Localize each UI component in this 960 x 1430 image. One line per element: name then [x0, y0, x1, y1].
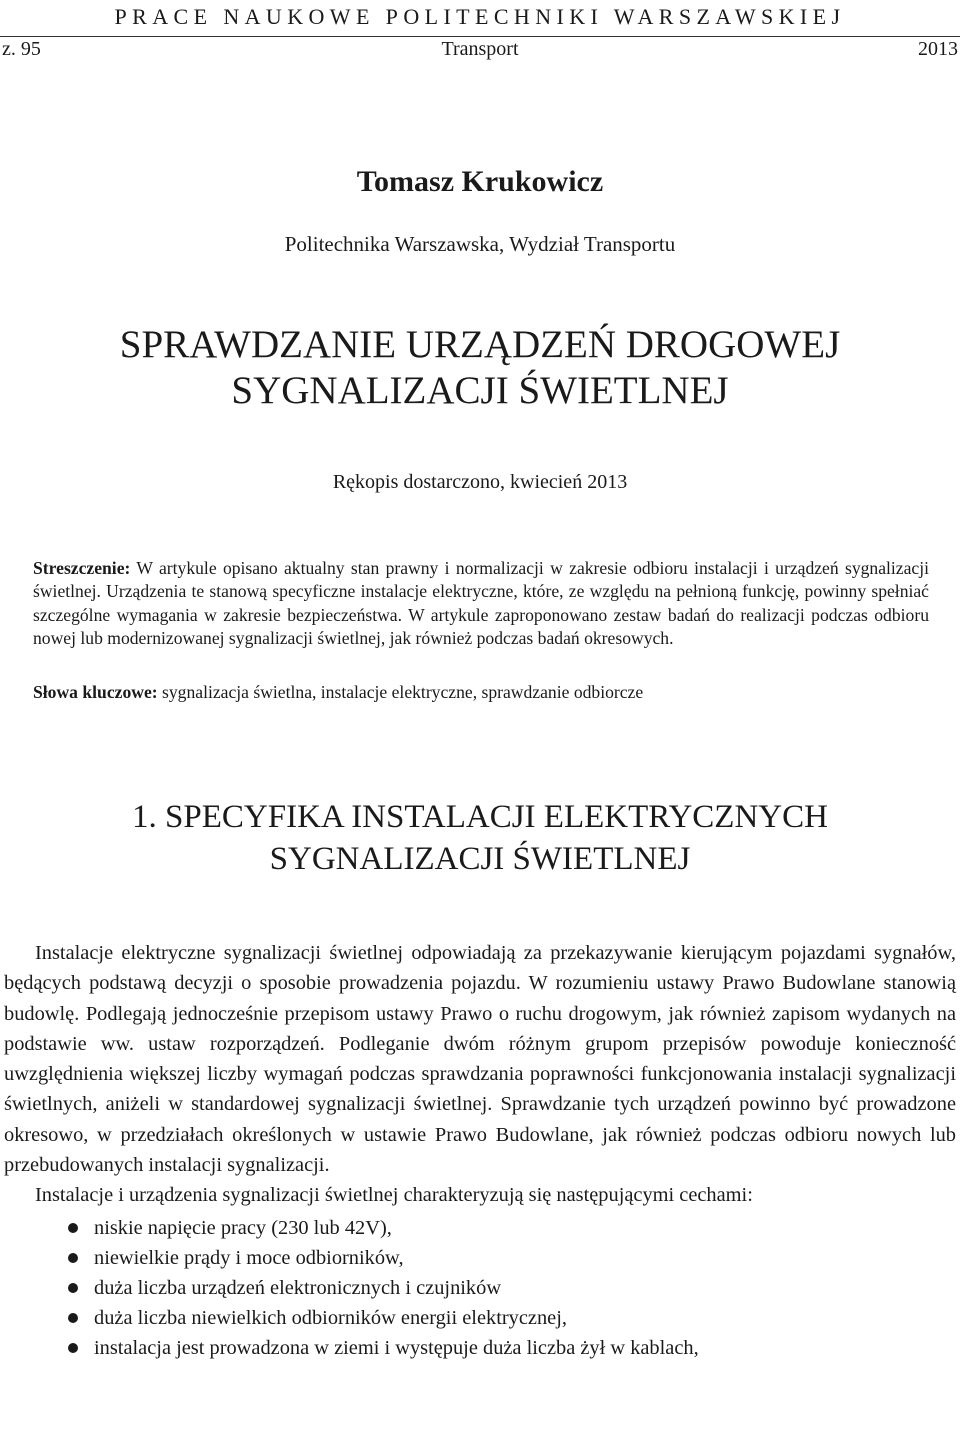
list-item-text: duża liczba urządzeń elektronicznych i czujników: [94, 1277, 502, 1300]
list-item: [4, 1333, 956, 1363]
header-rule: [0, 36, 960, 37]
keywords-text: sygnalizacja świetlna, instalacje elektryczne, sprawdzanie odbiorcze: [157, 682, 644, 702]
list-item-text: niskie napięcie pracy (230 lub 42V),: [94, 1216, 392, 1239]
article-title-line-1: SPRAWDZANIE URZĄDZEŃ DROGOWEJ: [119, 323, 841, 366]
author-name: Tomasz Krukowicz: [356, 165, 604, 198]
bullet-icon: [68, 1253, 78, 1263]
series-name: Transport: [441, 38, 519, 60]
list-item: [4, 1213, 956, 1243]
abstract-label: Streszczenie:: [33, 558, 131, 578]
body-paragraph-1: Instalacje elektryczne sygnalizacji świetlnej odpowiadają za przekazywanie kierującym pojazdami sygnałów, będących podstawą decyzji o sposobie prowadzenia pojazdu. W rozumieniu ustawy Prawo Budowlane stanowią budowlę. Podlegają jednocześnie przepisom ustawy Prawo o ruchu drogowym, jak również zapisom wydanych na podstawie ww. ustaw rozporządzeń. Podleganie dwóm różnym grupom przepisów powoduje konieczność uwzględnienia większej liczby wymagań podczas sprawdzania poprawności funkcjonowania instalacji sygnalizacji świetlnych, aniżeli w standardowej sygnalizacji świetlnej. Sprawdzanie tych urządzeń powinno być prowadzone okresowo, w przedziałach określonych w ustawie Prawo Budowlane, jak również podczas odbioru nowych lub przebudowanych instalacji sygnalizacji.: [4, 942, 956, 1177]
list-item-text: instalacja jest prowadzona w ziemi i występuje duża liczba żył w kablach,: [94, 1337, 699, 1360]
keywords-label: Słowa kluczowe:: [33, 682, 158, 702]
abstract: [33, 557, 929, 651]
bullet-icon: [68, 1283, 78, 1293]
publication-year: 2013: [918, 38, 958, 60]
abstract-text: W artykule opisano aktualny stan prawny i normalizacji w zakresie odbioru instalacji i urządzeń sygnalizacji świetlnej. Urządzenia te stanową specyficzne instalacje elektryczne, które, ze względu na pełnioną funkcję, powinny spełniać szczególne wymagania w zakresie bezpieczeństwa. W artykule zaproponowano zestaw badań do realizacji podczas odbioru nowej lub modernizowanej sygnalizacji świetlnej, jak również podczas badań okresowych.: [33, 558, 929, 649]
article-title: [0, 322, 960, 414]
section-heading-line-2: SYGNALIZACJI ŚWIETLNEJ: [269, 841, 691, 877]
issue-number: z. 95: [2, 38, 41, 60]
list-item: [4, 1303, 956, 1333]
keywords: [33, 681, 929, 704]
features-list: [4, 1213, 956, 1364]
section-heading-line-1: 1. SPECYFIKA INSTALACJI ELEKTRYCZNYCH: [132, 799, 828, 835]
article-title-line-2: SYGNALIZACJI ŚWIETLNEJ: [231, 369, 729, 412]
author-affiliation: Politechnika Warszawska, Wydział Transportu: [284, 232, 676, 256]
list-item-text: niewielkie prądy i moce odbiorników,: [94, 1246, 404, 1269]
bullet-icon: [68, 1343, 78, 1353]
received-date: Rękopis dostarczono, kwiecień 2013: [332, 471, 628, 493]
issue-line: [2, 38, 958, 68]
section-heading: [0, 796, 960, 880]
bullet-icon: [68, 1223, 78, 1233]
body-paragraph-2: Instalacje i urządzenia sygnalizacji świetlnej charakteryzują się następującymi cechami:: [35, 1184, 753, 1207]
bullet-icon: [68, 1313, 78, 1323]
journal-title: PRACE NAUKOWE POLITECHNIKI WARSZAWSKIEJ: [114, 4, 846, 29]
list-item-text: duża liczba niewielkich odbiorników energii elektrycznej,: [94, 1307, 567, 1330]
body-text: [4, 938, 956, 1364]
list-item: [4, 1243, 956, 1273]
list-item: [4, 1273, 956, 1303]
